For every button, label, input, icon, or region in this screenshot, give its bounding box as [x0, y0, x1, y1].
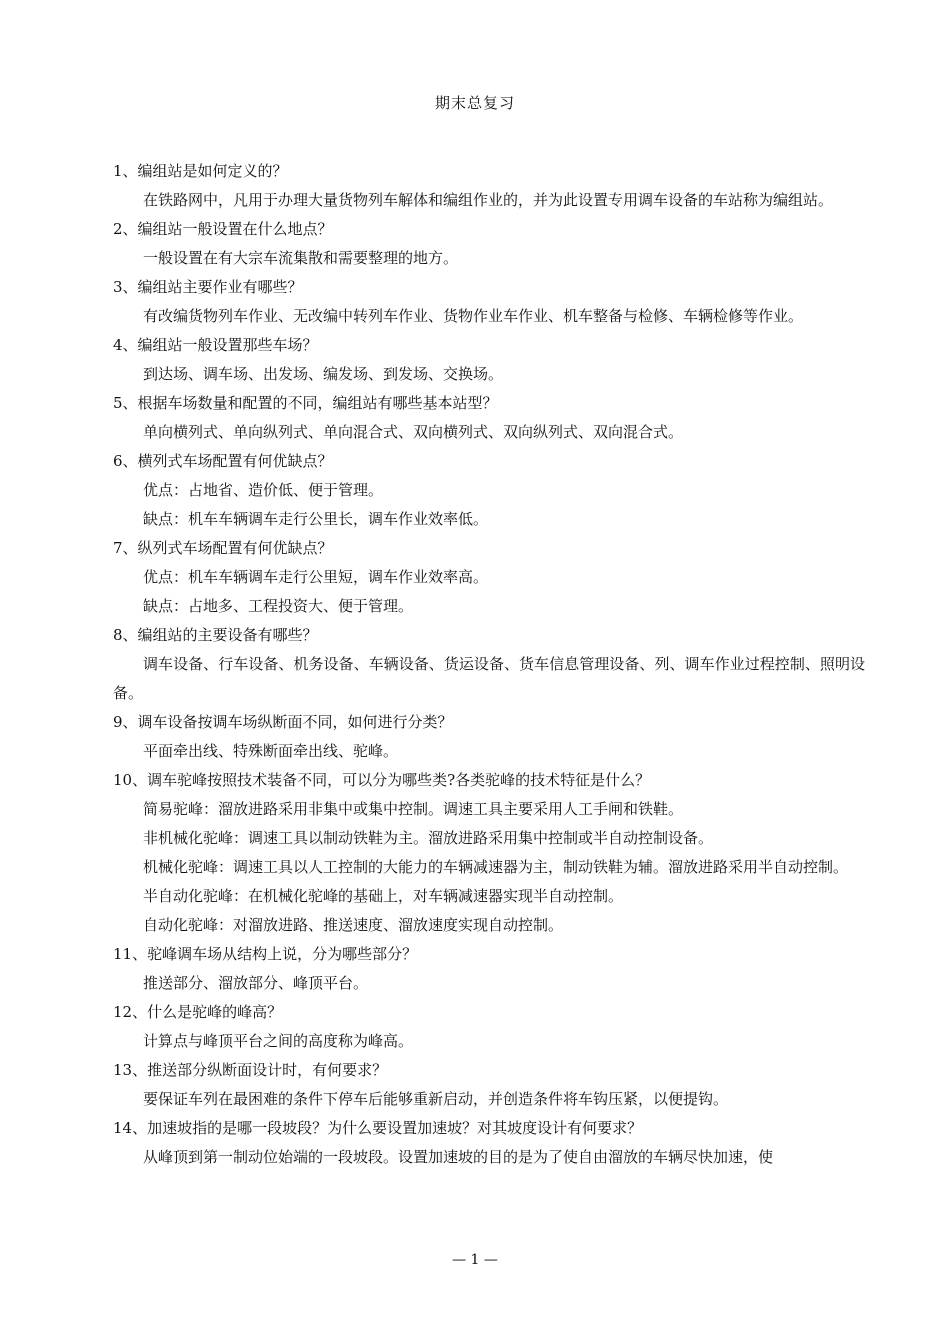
question: 4、编组站一般设置那些车场？ [113, 336, 318, 354]
qa-item-6 [113, 447, 865, 534]
answer: 从峰顶到第一制动位始端的一段坡段。设置加速坡的目的是为了使自由溜放的车辆尽快加速，使 [143, 1148, 774, 1166]
answer: 调车设备、行车设备、机务设备、车辆设备、货运设备、货车信息管理设备、列、调车作业过程控制、照明设备。 [113, 655, 865, 702]
qa-item-4 [113, 331, 865, 389]
qa-item-12 [113, 998, 865, 1056]
question: 2、编组站一般设置在什么地点？ [113, 220, 333, 238]
qa-item-11 [113, 940, 865, 998]
page-number: — 1 — [452, 1252, 498, 1268]
question: 14、加速坡指的是哪一段坡段？为什么要设置加速坡？对其坡度设计有何要求？ [113, 1119, 643, 1137]
answer: 计算点与峰顶平台之间的高度称为峰高。 [143, 1032, 414, 1050]
answer-simple-hump: 简易驼峰：溜放进路采用非集中或集中控制。调速工具主要采用人工手闸和铁鞋。 [143, 800, 684, 818]
qa-item-13 [113, 1056, 865, 1114]
question: 9、调车设备按调车场纵断面不同，如何进行分类？ [113, 713, 453, 731]
document-body [113, 157, 865, 1172]
page-title: 期末总复习 [434, 94, 515, 112]
question: 11、驼峰调车场从结构上说，分为哪些部分？ [113, 945, 418, 963]
question: 1、编组站是如何定义的？ [113, 162, 288, 180]
qa-item-14 [113, 1114, 865, 1172]
qa-item-7 [113, 534, 865, 621]
question: 12、什么是驼峰的峰高？ [113, 1003, 283, 1021]
answer: 一般设置在有大宗车流集散和需要整理的地方。 [143, 249, 459, 267]
answer: 平面牵出线、特殊断面牵出线、驼峰。 [143, 742, 399, 760]
answer: 推送部分、溜放部分、峰顶平台。 [143, 974, 369, 992]
answer-disadvantages: 缺点：占地多、工程投资大、便于管理。 [143, 597, 414, 615]
qa-item-8 [113, 621, 865, 708]
answer-disadvantages: 缺点：机车车辆调车走行公里长，调车作业效率低。 [143, 510, 489, 528]
question: 5、根据车场数量和配置的不同，编组站有哪些基本站型？ [113, 394, 498, 412]
answer-mechanized-hump: 机械化驼峰：调速工具以人工控制的大能力的车辆减速器为主，制动铁鞋为辅。溜放进路采用半自动控制。 [143, 858, 849, 876]
question: 10、调车驼峰按照技术装备不同，可以分为哪些类?各类驼峰的技术特征是什么？ [113, 771, 651, 789]
answer: 要保证车列在最困难的条件下停车后能够重新启动，并创造条件将车钩压紧，以便提钩。 [143, 1090, 729, 1108]
question: 7、纵列式车场配置有何优缺点？ [113, 539, 333, 557]
answer-automated-hump: 自动化驼峰：对溜放进路、推送速度、溜放速度实现自动控制。 [143, 916, 564, 934]
answer-advantages: 优点：机车车辆调车走行公里短，调车作业效率高。 [143, 568, 489, 586]
answer: 单向横列式、单向纵列式、单向混合式、双向横列式、双向纵列式、双向混合式。 [143, 423, 684, 441]
answer: 有改编货物列车作业、无改编中转列车作业、货物作业车作业、机车整备与检修、车辆检修等作业。 [143, 307, 804, 325]
qa-item-1 [113, 157, 865, 215]
question: 13、推送部分纵断面设计时，有何要求？ [113, 1061, 388, 1079]
qa-item-3 [113, 273, 865, 331]
qa-item-9 [113, 708, 865, 766]
answer-semi-automated-hump: 半自动化驼峰：在机械化驼峰的基础上，对车辆减速器实现半自动控制。 [143, 887, 624, 905]
answer: 在铁路网中，凡用于办理大量货物列车解体和编组作业的，并为此设置专用调车设备的车站称为编组站。 [143, 191, 834, 209]
answer: 到达场、调车场、出发场、编发场、到发场、交换场。 [143, 365, 504, 383]
question: 6、横列式车场配置有何优缺点？ [113, 452, 333, 470]
answer-advantages: 优点：占地省、造价低、便于管理。 [143, 481, 384, 499]
answer-non-mechanized-hump: 非机械化驼峰：调速工具以制动铁鞋为主。溜放进路采用集中控制或半自动控制设备。 [143, 829, 714, 847]
question: 8、编组站的主要设备有哪些？ [113, 626, 318, 644]
qa-item-5 [113, 389, 865, 447]
question: 3、编组站主要作业有哪些？ [113, 278, 303, 296]
qa-item-2 [113, 215, 865, 273]
qa-item-10 [113, 766, 865, 940]
